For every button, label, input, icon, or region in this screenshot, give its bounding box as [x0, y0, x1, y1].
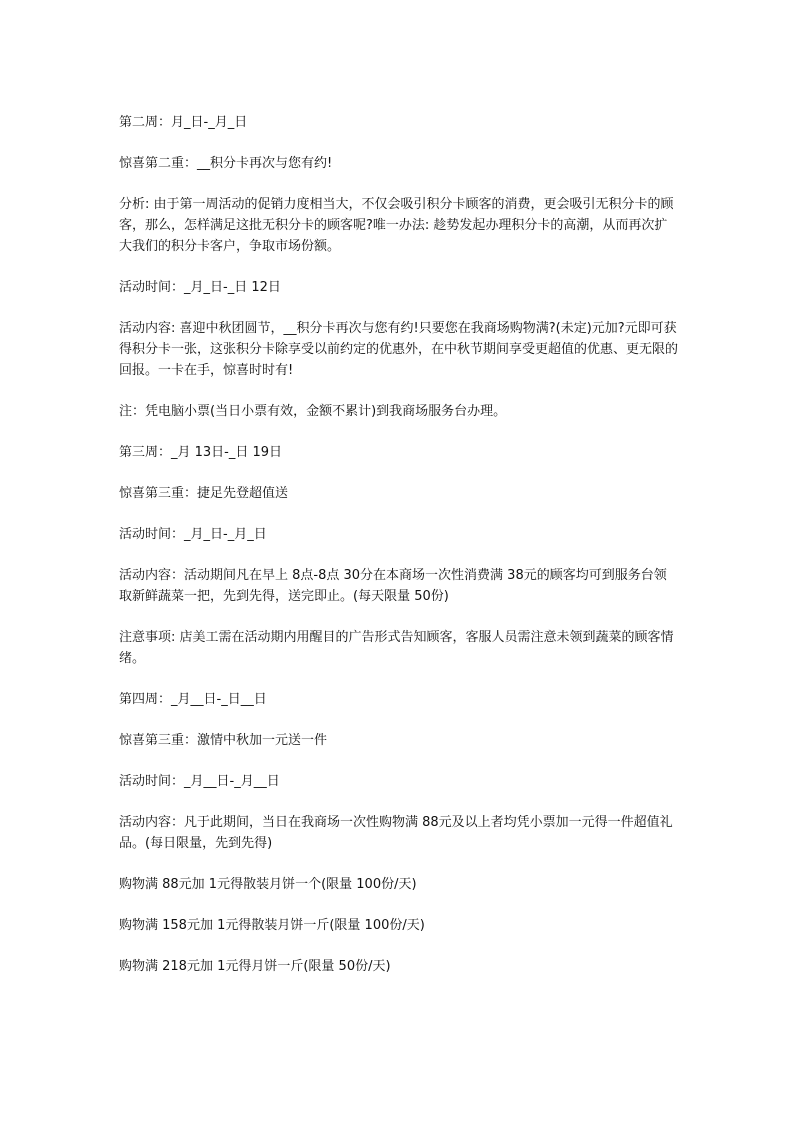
- document-body: [119, 112, 679, 997]
- surprise4-title: 惊喜第三重：激情中秋加一元送一件: [119, 733, 328, 748]
- week2-activity-time: 活动时间：_月_日-_日 12日: [119, 280, 281, 295]
- week2-heading: 第二周：月_日-_月_日: [119, 115, 248, 130]
- offer-218: 购物满 218元加 1元得月饼一斤(限量 50份/天): [119, 959, 391, 974]
- week4-activity-time: 活动时间：_月__日-_月__日: [119, 774, 280, 789]
- surprise3-title: 惊喜第三重：捷足先登超值送: [119, 486, 289, 501]
- week2-note: 注：凭电脑小票(当日小票有效，金额不累计)到我商场服务台办理。: [119, 404, 507, 419]
- offer-158: 购物满 158元加 1元得散装月饼一斤(限量 100份/天): [119, 918, 425, 933]
- analysis-paragraph: 分析: 由于第一周活动的促销力度相当大，不仅会吸引积分卡顾客的消费，更会吸引无积分卡的顾客，那么，怎样满足这批无积分卡的顾客呢?唯一办法: 趁势发起办理积分卡的高潮，从而再次扩大我们的积分卡客户，争取市场份额。: [119, 197, 674, 254]
- week4-heading: 第四周：_月__日-_日__日: [119, 692, 267, 707]
- week3-notice: 注意事项: 店美工需在活动期内用醒目的广告形式告知顾客，客服人员需注意未领到蔬菜的顾客情绪。: [119, 630, 674, 666]
- week4-activity-content: 活动内容：凡于此期间，当日在我商场一次性购物满 88元及以上者均凭小票加一元得一件超值礼品。(每日限量，先到先得): [119, 815, 673, 851]
- week3-activity-content: 活动内容：活动期间凡在早上 8点-8点 30分在本商场一次性消费满 38元的顾客均可到服务台领取新鲜蔬菜一把，先到先得，送完即止。(每天限量 50份): [119, 568, 667, 604]
- week2-activity-content: 活动内容: 喜迎中秋团圆节，__积分卡再次与您有约!只要您在我商场购物满?(未定)元加?元即可获得积分卡一张，这张积分卡除享受以前约定的优惠外，在中秋节期间享受更超值的优惠、更无限的回报。一卡在手，惊喜时时有!: [119, 321, 679, 378]
- surprise2-title: 惊喜第二重：__积分卡再次与您有约!: [119, 156, 333, 171]
- week3-heading: 第三周：_月 13日-_日 19日: [119, 445, 283, 460]
- offer-88: 购物满 88元加 1元得散装月饼一个(限量 100份/天): [119, 877, 417, 892]
- week3-activity-time: 活动时间：_月_日-_月_日: [119, 527, 267, 542]
